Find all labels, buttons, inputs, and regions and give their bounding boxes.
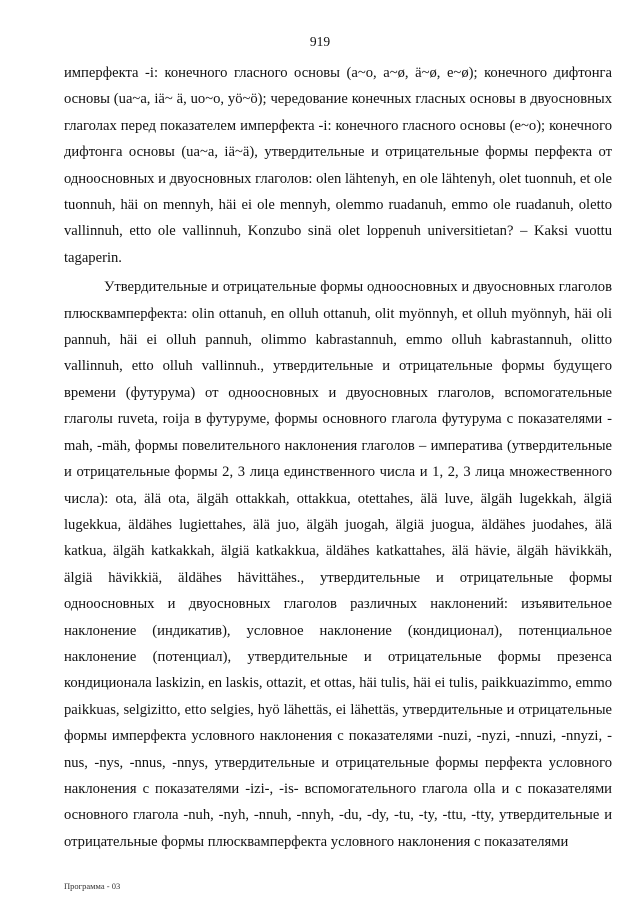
body-text <box>64 60 612 855</box>
paragraph-1: имперфекта -i: конечного гласного основы (a~o, a~ø, ä~ø, e~ø); конечного дифтонга основы (ua~a, iä~ ä, uo~o, yö~ö); чередование конечных гласных основы в двуосновных глаголах перед показателем имперфекта -i: конечного гласного основы (e~o); конечного дифтонга основы (ua~a, iä~ä), утвердительные и отрицательные формы перфекта от одноосновных и двуосновных глаголов: olen lähtenyh, en ole lähtenyh, olet tuonnuh, et ole tuonnuh, häi on mennyh, häi ei ole mennyh, olemmo ruadanuh, emmo ole ruadanuh, oletto vallinnuh, etto ole vallinnuh, Konzubo sinä olet loppenuh universitietan? – Kaksi vuottu tagaperin. <box>64 65 612 266</box>
page-footer: Программа - 03 <box>64 881 121 891</box>
page-number: 919 <box>309 34 331 49</box>
paragraph-2: Утвердительные и отрицательные формы одноосновных и двуосновных глаголов плюсквамперфекта: olin ottanuh, en olluh ottanuh, olit myönnyh, et olluh myönnyh, häi oli pannuh, häi ei olluh pannuh, olimmo kabrastannuh, emmo olluh kabrastannuh, olitto vallinnuh, etto olluh vallinnuh., утвердительные и отрицательные формы будущего времени (футурума) от одноосновных и двуосновных глаголов, вспомогательные глаголы ruveta, roija в футуруме, формы основного глагола футурума с показателями -mah, -mäh, формы повелительного наклонения глаголов – императива (утвердительные и отрицательные формы 2, 3 лица единственного числа и 1, 2, 3 лица множественного числа): ota, älä ota, älgäh ottakkah, ottakkua, otettahes, älä luve, älgäh lugekkah, älgiä lugekkua, äldähes lugiettahes, älä juo, älgäh juogah, älgiä juogua, äldähes juodahes, älä katkua, älgäh katkakkah, älgiä katkakkua, äldähes katkattahes, älä hävie, älgäh hävikkäh, älgiä hävikkiä, äldähes hävittähes., утвердительные и отрицательные формы одноосновных и двуосновных глаголов различных наклонений: изъявительное наклонение (индикатив), условное наклонение (кондиционал), потенциальное наклонение (потенциал), утвердительные и отрицательные формы презенса кондиционала laskizin, en laskis, ottazit, et ottas, häi tulis, häi ei tulis, paikkuazimmo, emmo paikkuas, selgizitto, etto selgies, hyö lähettäs, ei lähettäs, утвердительные и отрицательные формы имперфекта условного наклонения с показателями -nuzi, -nyzi, -nnuzi, -nnyzi, -nus, -nys, -nnus, -nnys, утвердительные и отрицательные формы перфекта условного наклонения с показателями -izi-, -is- вспомогательного глагола olla и с показателями основного глагола -nuh, -nyh, -nnuh, -nnyh, -du, -dy, -tu, -ty, -ttu, -tty, утвердительные и отрицательные формы плюсквамперфекта условного наклонения с показателями <box>64 279 612 850</box>
